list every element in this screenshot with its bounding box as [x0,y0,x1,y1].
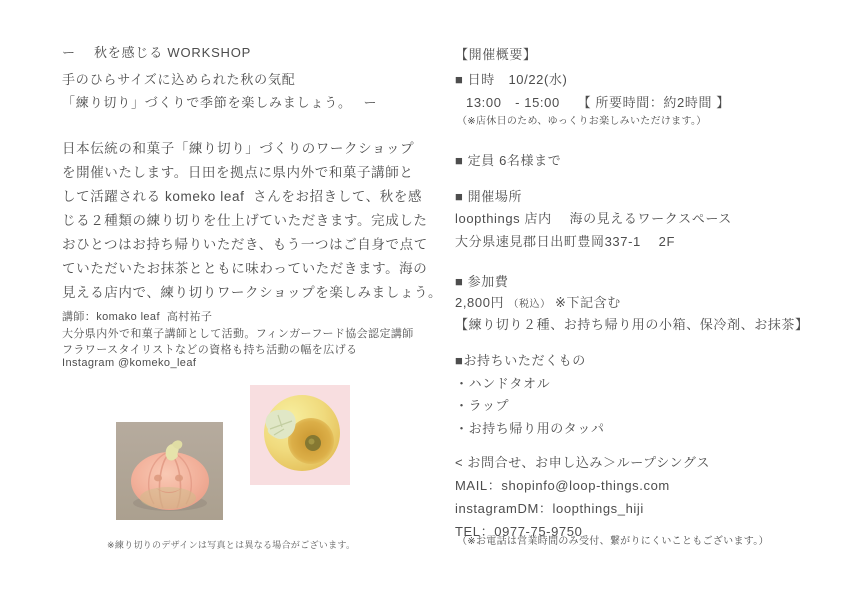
body-line: ていただいたお抹茶とともに味わっていただきます。海の [62,261,428,276]
capacity-line: ■ 定員 6名様まで [455,153,562,168]
fee-amount: 2,800円 [455,295,505,310]
contact-mail: MAIL：shopinfo@loop-things.com [455,478,670,493]
body-line: 日本伝統の和菓子「練り切り」づくりのワークショップ [62,141,415,156]
bring-item: ・ラップ [455,398,510,413]
body-line: おひとつはお持ち帰りいただき、もう一つはご自身で点て [62,237,428,252]
venue-label: ■ 開催場所 [455,189,523,204]
flyer-title-line3: 「練り切り」づくりで季節を楽しみましょう。 ー [62,95,378,110]
fee-includes: 【練り切り２種、お持ち帰り用の小箱、保冷剤、お抹茶】 [455,317,809,332]
flyer-title-line2: 手のひらサイズに込められた秋の気配 [62,72,296,87]
body-line: を開催いたします。日田を拠点に県内外で和菓子講師と [62,165,414,180]
venue-name: loopthings 店内 海の見えるワークスペース [455,211,732,226]
body-line: して活躍される komeko leaf さんをお招きして、秋を感 [62,189,423,204]
contact-tel: TEL：0977-75-9750 [455,524,583,539]
pumpkin-nerikiri-photo [116,422,223,520]
body-line: 見える店内で、練り切りワークショップを楽しみましょう。 [62,285,443,300]
venue-address: 大分県速見郡日出町豊岡337-1 2F [455,234,676,249]
overview-title: 【開催概要】 [455,47,537,62]
flyer-title-line1: ー 秋を感じる WORKSHOP [62,45,252,60]
fee-note: ※下記含む [554,295,621,310]
fee-label: ■ 参加費 [455,274,509,289]
chestnut-nerikiri-photo [250,385,350,485]
fee-line [455,292,621,311]
bring-item: ・ハンドタオル [455,376,551,391]
datetime-note: （※店休日のため、ゆっくりお楽しみいただけます。） [457,116,707,127]
instructor-bio-line2: フラワースタイリストなどの資格も持ち活動の幅を広げる [62,344,358,356]
datetime-label: ■ 日時 10/22(水) [455,72,568,87]
photo-disclaimer-caption: ※練り切りのデザインは写真とは異なる場合がございます。 [107,540,356,550]
bring-label: ■お持ちいただくもの [455,353,586,368]
bring-item: ・お持ち帰り用のタッパ [455,421,605,436]
contact-note: （※お電話は営業時間のみ受付、繋がりにくいこともございます。） [457,536,769,547]
instructor-instagram: Instagram @komeko_leaf [62,357,197,369]
datetime-time: 13:00 - 15:00 【 所要時間：約2時間 】 [466,95,730,110]
instructor-bio-line1: 大分県内外で和菓子講師として活動。フィンガーフード協会認定講師 [62,328,414,340]
fee-tax: （税込） [508,299,551,310]
contact-title: < お問合せ、お申し込み＞ループシングス [455,455,710,470]
body-line: じる２種類の練り切りを仕上げていただきます。完成した [62,213,428,228]
instructor-name: 講師：komako leaf 高村祐子 [62,311,213,323]
contact-instagram: instagramDM：loopthings_hiji [455,501,644,516]
